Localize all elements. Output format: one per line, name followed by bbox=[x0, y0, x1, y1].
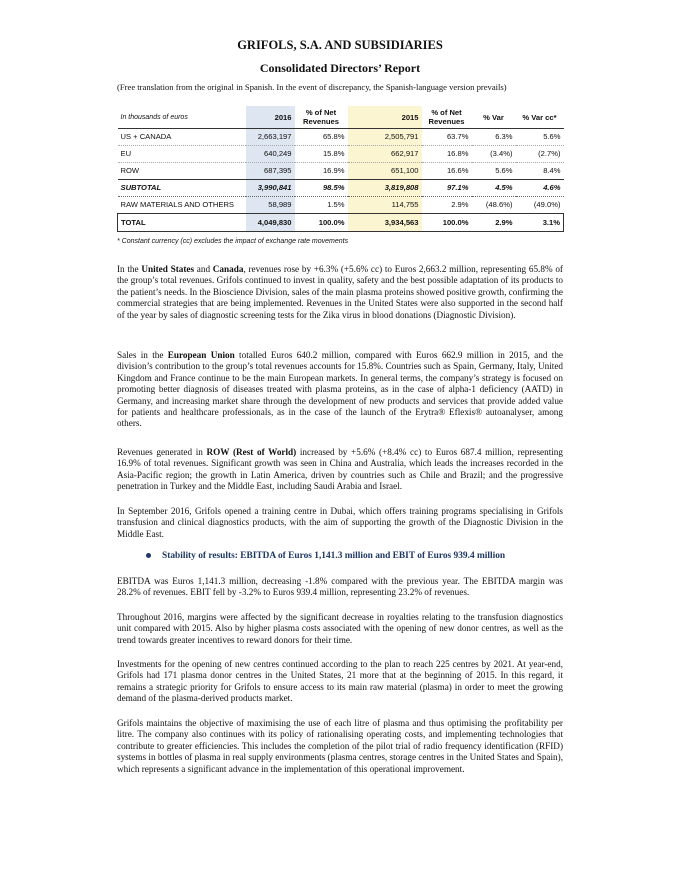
col-header-2015: 2015 bbox=[348, 106, 422, 129]
text-run: Revenues generated in bbox=[117, 447, 207, 457]
text-run: totalled Euros 640.2 million, compared with Euros 662.9 million in 2015, and the division’s contribution to the group’s total revenues accounts for 15.8%. Countries such as Spain, Germany, Italy, United Kingdom and France continue to be the main European markets. In general terms, the company’s strategy is focused on promoting better diagnosis of diseases treated with plasma proteins, as in the case of alpha-1 deficiency (AATD) in Germany, and increasing market share through the development of new products and services that provide added value for patients and healthcare professionals, as in the case of the launch of the Erytra® Eflexis® autoanalyser, among others. bbox=[117, 350, 563, 429]
cell-2016: 640,249 bbox=[246, 146, 295, 163]
cell-pct-2016: 15.8% bbox=[295, 146, 348, 163]
text-run: and bbox=[194, 264, 213, 274]
text-run: , revenues rose by +6.3% (+5.6% cc) to Euros 2,663.2 million, representing 65.8% of the group’s total revenues. Grifols continued to invest in quality, safety and the best possible adaptation of its products to the patient’s needs. In the Bioscience Division, sales of the main plasma proteins showed positive growth, confirming the commercial strategies that are being implemented. Revenues in the United States were also supported in the second half of the year by sales of diagnostic screening tests for the Zika virus in blood donations (Diagnostic Division). bbox=[117, 264, 564, 320]
paragraph-eu bbox=[117, 350, 563, 430]
col-header-pct-2015: % of Net Revenues bbox=[422, 106, 472, 129]
cell-var: (48.6%) bbox=[472, 197, 516, 214]
table-footnote: * Constant currency (cc) excludes the impact of exchange rate movements bbox=[117, 238, 349, 245]
row-label: ROW bbox=[118, 163, 246, 180]
col-header-pct-2016: % of Net Revenues bbox=[295, 106, 348, 129]
cell-2015: 662,917 bbox=[348, 146, 422, 163]
table-row bbox=[118, 129, 564, 146]
text-run: Sales in the bbox=[117, 350, 168, 360]
cell-varcc: (2.7%) bbox=[516, 146, 564, 163]
cell-pct-2016: 98.5% bbox=[295, 180, 348, 197]
cell-var: 4.5% bbox=[472, 180, 516, 197]
row-label: TOTAL bbox=[118, 214, 246, 232]
paragraph-ebitda: EBITDA was Euros 1,141.3 million, decreasing -1.8% compared with the previous year. The EBITDA margin was 28.2% of revenues. EBIT fell by -3.2% to Euros 939.4 million, representing 23.2% of revenues. bbox=[117, 576, 563, 598]
cell-pct-2015: 63.7% bbox=[422, 129, 472, 146]
unit-label: In thousands of euros bbox=[118, 106, 246, 129]
paragraph-margins: Throughout 2016, margins were affected by the significant decrease in royalties relating to the transfusion diagnostics unit compared with 2015. Also by higher plasma costs associated with the opening of new donor centres, as well as the trend towards greater incentives to reward donors for their time. bbox=[117, 612, 563, 645]
subtotal-row bbox=[118, 180, 564, 197]
row-label: RAW MATERIALS AND OTHERS bbox=[118, 197, 246, 214]
bullet-icon bbox=[146, 553, 151, 558]
cell-varcc: 3.1% bbox=[516, 214, 564, 232]
bold-run: Canada bbox=[212, 264, 244, 274]
cell-var: (3.4%) bbox=[472, 146, 516, 163]
paragraph-us-canada bbox=[117, 264, 563, 321]
cell-pct-2015: 2.9% bbox=[422, 197, 472, 214]
table-row bbox=[118, 146, 564, 163]
cell-pct-2015: 97.1% bbox=[422, 180, 472, 197]
cell-var: 6.3% bbox=[472, 129, 516, 146]
section-heading-stability: Stability of results: EBITDA of Euros 1,141.3 million and EBIT of Euros 939.4 million bbox=[162, 551, 506, 561]
row-label: US + CANADA bbox=[118, 129, 246, 146]
paragraph-investments: Investments for the opening of new centres continued according to the plan to reach 225 centres by 2021. At year-end, Grifols had 171 plasma donor centres in the United States, 21 more that at the beginning of 2015. In this regard, it remains a strategic priority for Grifols to ensure access to its main raw material (plasma) in order to meet the growing demand of the plasma-derived products market. bbox=[117, 659, 563, 704]
cell-2015: 2,505,791 bbox=[348, 129, 422, 146]
cell-2016: 4,049,830 bbox=[246, 214, 295, 232]
table-header-row bbox=[118, 106, 564, 129]
table-row bbox=[118, 163, 564, 180]
cell-varcc: 5.6% bbox=[516, 129, 564, 146]
cell-var: 2.9% bbox=[472, 214, 516, 232]
row-label: EU bbox=[118, 146, 246, 163]
cell-pct-2015: 16.6% bbox=[422, 163, 472, 180]
cell-varcc: (49.0%) bbox=[516, 197, 564, 214]
bold-run: United States bbox=[141, 264, 195, 274]
cell-varcc: 4.6% bbox=[516, 180, 564, 197]
report-title: Consolidated Directors’ Report bbox=[259, 61, 421, 75]
cell-pct-2016: 1.5% bbox=[295, 197, 348, 214]
cell-pct-2016: 65.8% bbox=[295, 129, 348, 146]
cell-2015: 651,100 bbox=[348, 163, 422, 180]
cell-pct-2015: 100.0% bbox=[422, 214, 472, 232]
cell-2015: 3,934,563 bbox=[348, 214, 422, 232]
cell-pct-2016: 16.9% bbox=[295, 163, 348, 180]
translation-note: (Free translation from the original in Spanish. In the event of discrepancy, the Spanish-language version prevails) bbox=[117, 82, 507, 92]
text-run: increased by +5.6% (+8.4% cc) to Euros 687.4 million, representing 16.9% of total revenues. Significant growth was seen in China and Australia, which leads the increases recorded in the Asia-Pacific region; the growth in Latin America, driven by countries such as Chile and Brazil; and the progressive penetration in Turkey and the Middle East, including Saudi Arabia and Israel. bbox=[117, 447, 563, 492]
cell-pct-2016: 100.0% bbox=[295, 214, 348, 232]
paragraph-dubai: In September 2016, Grifols opened a training centre in Dubai, which offers training programs specialising in Grifols transfusion and clinical diagnostics products, with the aim of supporting the growth of the Diagnostic Division in the Middle East. bbox=[117, 506, 563, 539]
row-label: SUBTOTAL bbox=[118, 180, 246, 197]
cell-2016: 3,990,841 bbox=[246, 180, 295, 197]
cell-2016: 58,989 bbox=[246, 197, 295, 214]
cell-2015: 114,755 bbox=[348, 197, 422, 214]
cell-2015: 3,819,808 bbox=[348, 180, 422, 197]
col-header-var: % Var bbox=[472, 106, 516, 129]
cell-2016: 2,663,197 bbox=[246, 129, 295, 146]
cell-2016: 687,395 bbox=[246, 163, 295, 180]
col-header-2016: 2016 bbox=[246, 106, 295, 129]
bold-run: European Union bbox=[167, 350, 235, 360]
bold-run: ROW (Rest of World) bbox=[206, 447, 297, 457]
cell-varcc: 8.4% bbox=[516, 163, 564, 180]
text-run: In the bbox=[117, 264, 142, 274]
cell-pct-2015: 16.8% bbox=[422, 146, 472, 163]
cell-var: 5.6% bbox=[472, 163, 516, 180]
revenue-table bbox=[117, 106, 564, 232]
company-title: GRIFOLS, S.A. AND SUBSIDIARIES bbox=[237, 38, 443, 52]
paragraph-row bbox=[117, 447, 563, 493]
table-row bbox=[118, 197, 564, 214]
total-row bbox=[118, 214, 564, 232]
paragraph-plasma: Grifols maintains the objective of maximising the use of each litre of plasma and thus optimising the profitability per litre. The company also continues with its policy of rationalising operating costs, and implementing technologies that contribute to greater efficiencies. This includes the completion of the pilot trial of radio frequency identification (RFID) systems in bottles of plasma in real supply environments (plasma centres, storage centres in the United States and Spain), which represents a significant advance in the implementation of this operational improvement. bbox=[117, 718, 564, 774]
col-header-varcc: % Var cc* bbox=[516, 106, 564, 129]
